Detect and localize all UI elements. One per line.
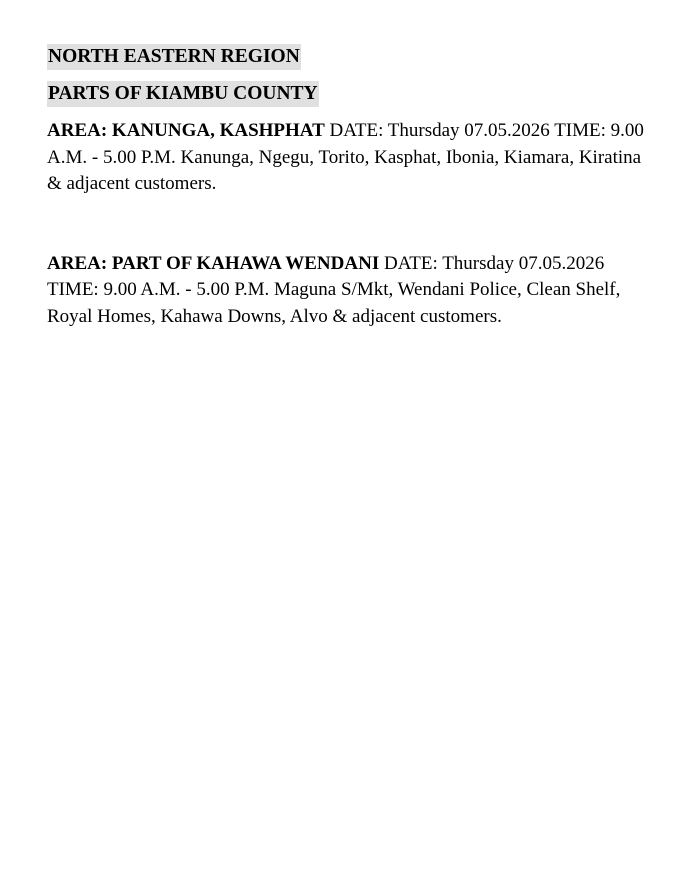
county-heading-row bbox=[47, 81, 647, 107]
outage-notice bbox=[47, 251, 647, 331]
outage-notice bbox=[47, 118, 647, 198]
region-heading: NORTH EASTERN REGION bbox=[47, 44, 301, 70]
county-heading: PARTS OF KIAMBU COUNTY bbox=[47, 81, 319, 107]
region-heading-row bbox=[47, 44, 647, 70]
document-page bbox=[47, 44, 647, 330]
notice-area: AREA: PART OF KAHAWA WENDANI bbox=[47, 252, 380, 274]
notice-details: DATE: Thursday 07.05.2026 TIME: 9.00 A.M. - 5.00 P.M. Maguna S/Mkt, Wendani Police, Clean Shelf, Royal Homes, Kahawa Downs, Alvo & adjacent customers. bbox=[47, 252, 621, 327]
notice-area: AREA: KANUNGA, KASHPHAT bbox=[47, 120, 325, 141]
notice-details: DATE: Thursday 07.05.2026 TIME: 9.00 A.M. - 5.00 P.M. Kanunga, Ngegu, Torito, Kasphat, Ibonia, Kiamara, Kiratina & adjacent customers. bbox=[47, 120, 644, 194]
